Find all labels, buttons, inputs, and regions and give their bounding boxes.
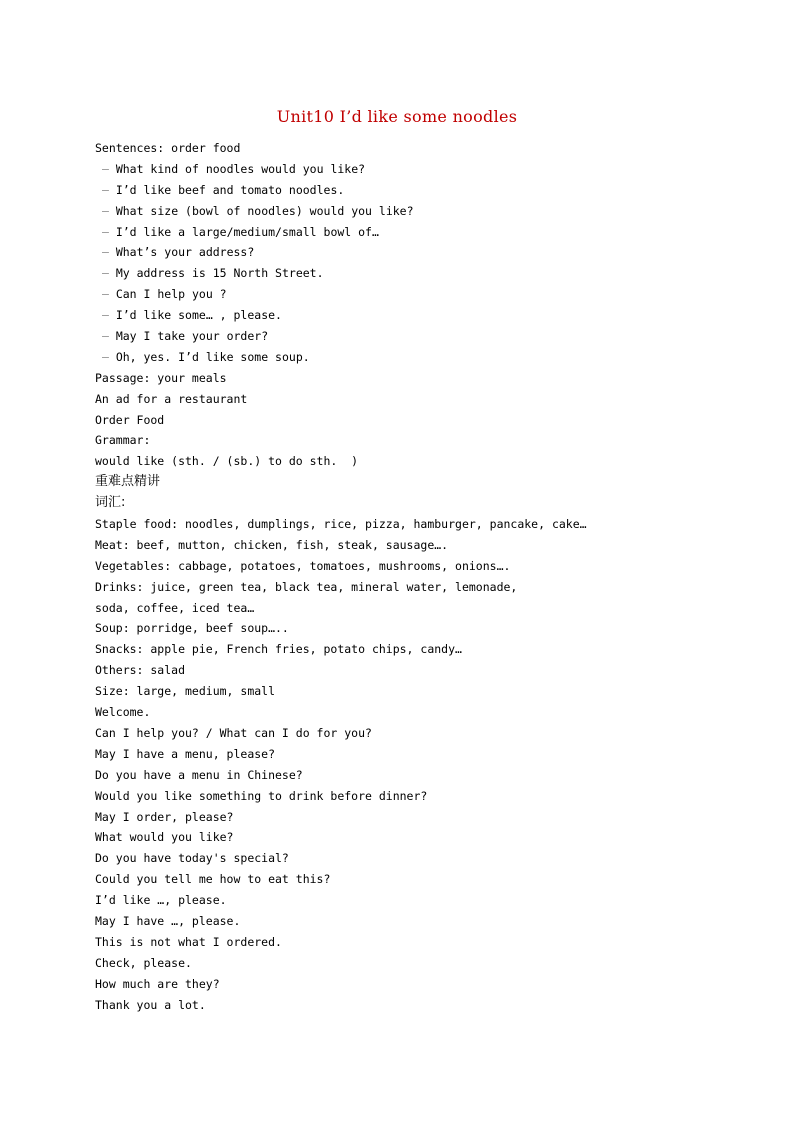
phrase-line: Could you tell me how to eat this?: [95, 872, 331, 887]
dash-bullet: –: [101, 287, 109, 302]
phrase-line: May I have a menu, please?: [95, 746, 276, 761]
dash-bullet: –: [101, 349, 109, 364]
document-body: [95, 138, 735, 1015]
phrase-line: Would you like something to drink before dinner?: [95, 788, 428, 803]
sentence-text: May I take your order?: [115, 329, 269, 344]
phrase-line: Check, please.: [95, 955, 192, 970]
dash-bullet: –: [101, 203, 109, 218]
vocabulary-line: Drinks: juice, green tea, black tea, mineral water, lemonade,: [95, 579, 518, 594]
vocabulary-line: Soup: porridge, beef soup…..: [95, 621, 289, 636]
grammar-rule: would like (sth. / (sb.) to do sth. ): [95, 454, 359, 469]
dash-bullet: –: [101, 161, 109, 176]
sentence-text: Oh, yes. I’d like some soup.: [115, 349, 310, 364]
grammar-heading: Grammar:: [95, 433, 151, 448]
dash-bullet: –: [101, 245, 109, 260]
vocabulary-heading: 词汇:: [95, 495, 126, 511]
key-points-heading: 重难点精讲: [95, 474, 161, 490]
sentence-text: I’d like some… , please.: [115, 308, 282, 323]
ad-line: An ad for a restaurant: [95, 391, 248, 406]
sentence-item: [95, 263, 735, 284]
dash-bullet: –: [101, 224, 109, 239]
sentence-item: [95, 180, 735, 201]
sentence-text: What’s your address?: [115, 245, 255, 260]
sentence-item: [95, 222, 735, 243]
phrase-line: How much are they?: [95, 976, 220, 991]
phrase-line: May I order, please?: [95, 809, 234, 824]
vocabulary-line: soda, coffee, iced tea…: [95, 600, 255, 615]
vocabulary-line: Staple food: noodles, dumplings, rice, pizza, hamburger, pancake, cake…: [95, 517, 587, 532]
vocabulary-line: Vegetables: cabbage, potatoes, tomatoes, mushrooms, onions….: [95, 558, 511, 573]
dash-bullet: –: [101, 308, 109, 323]
sentence-text: I’d like beef and tomato noodles.: [115, 182, 345, 197]
sentence-item: [95, 242, 735, 263]
dash-bullet: –: [101, 329, 109, 344]
passage-heading: Passage: your meals: [95, 370, 227, 385]
phrase-line: May I have …, please.: [95, 913, 241, 928]
phrase-line: This is not what I ordered.: [95, 934, 282, 949]
sentence-item: [95, 284, 735, 305]
vocabulary-line: Size: large, medium, small: [95, 684, 276, 699]
sentence-item: [95, 347, 735, 368]
sentence-item: [95, 305, 735, 326]
dash-bullet: –: [101, 266, 109, 281]
sentence-text: My address is 15 North Street.: [115, 266, 324, 281]
order-food-line: Order Food: [95, 412, 165, 427]
phrase-line: Can I help you? / What can I do for you?: [95, 725, 372, 740]
dash-bullet: –: [101, 182, 109, 197]
sentence-item: [95, 159, 735, 180]
document-title: Unit10 I’d like some noodles: [276, 107, 518, 126]
sentence-item: [95, 326, 735, 347]
phrase-line: Do you have a menu in Chinese?: [95, 767, 303, 782]
sentence-text: What size (bowl of noodles) would you like?: [115, 203, 414, 218]
phrase-line: Do you have today's special?: [95, 851, 289, 866]
vocabulary-line: Meat: beef, mutton, chicken, fish, steak, sausage….: [95, 537, 449, 552]
phrase-line: I’d like …, please.: [95, 893, 227, 908]
vocabulary-line: Others: salad: [95, 663, 186, 678]
vocabulary-line: Snacks: apple pie, French fries, potato chips, candy…: [95, 642, 462, 657]
sentence-text: What kind of noodles would you like?: [115, 161, 366, 176]
sentence-item: [95, 201, 735, 222]
phrase-line: Thank you a lot.: [95, 997, 206, 1012]
sentences-heading: Sentences: order food: [95, 141, 241, 155]
sentence-text: Can I help you ?: [115, 287, 227, 302]
sentence-text: I’d like a large/medium/small bowl of…: [115, 224, 379, 239]
phrase-line: What would you like?: [95, 830, 234, 845]
phrase-line: Welcome.: [95, 705, 151, 720]
